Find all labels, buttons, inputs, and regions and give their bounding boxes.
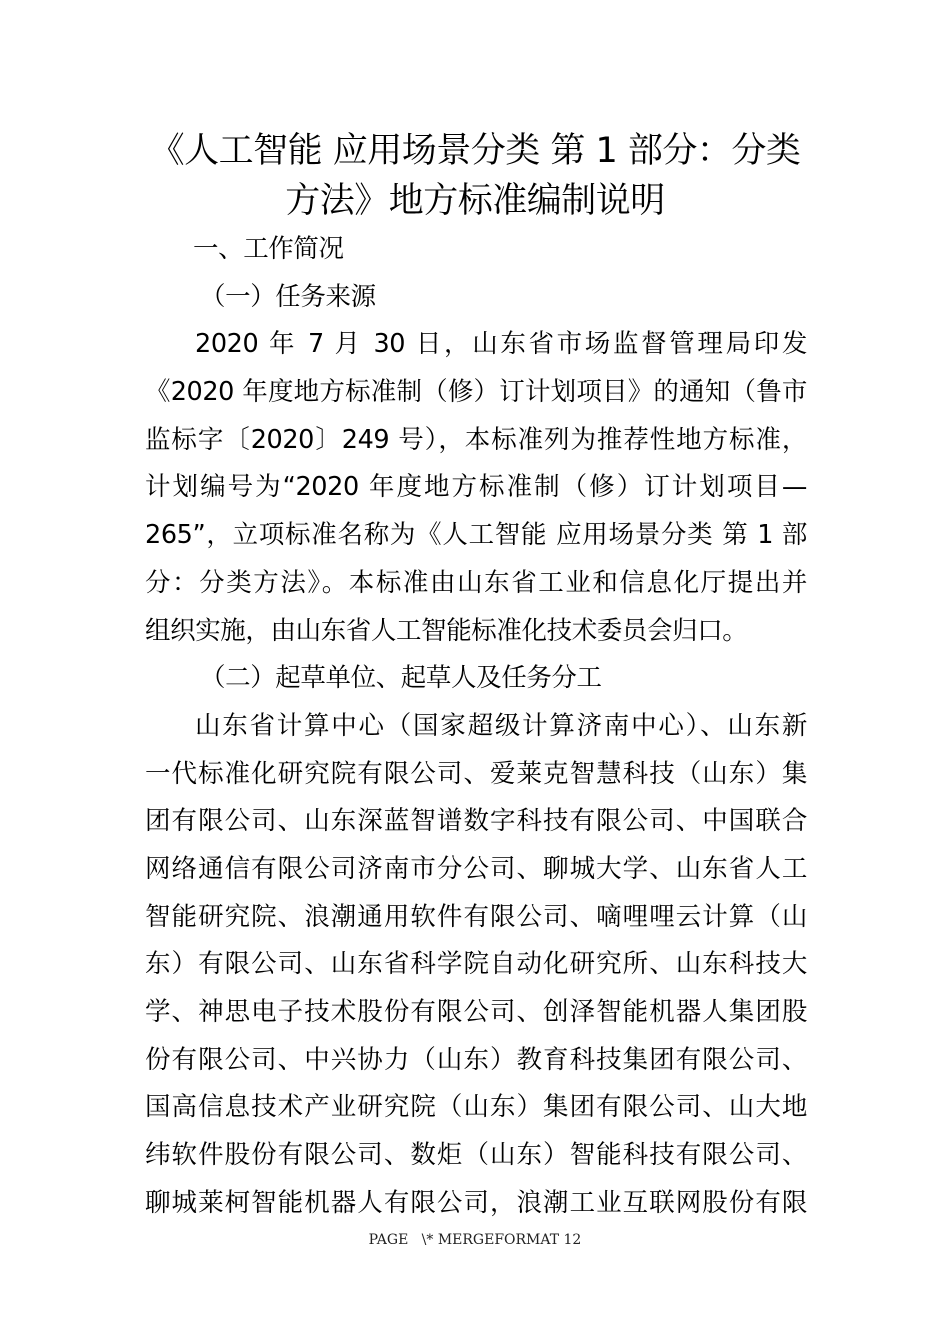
document-title — [145, 126, 805, 226]
paragraph-line: 一代标准化研究院有限公司、爱莱克智慧科技（山东）集 — [145, 759, 807, 789]
subsection-heading-drafting-units: （二）起草单位、起草人及任务分工 — [200, 663, 602, 693]
title-line-2: 方法》地方标准编制说明 — [285, 181, 665, 221]
paragraph-line: 纬软件股份有限公司、数炬（山东）智能科技有限公司、 — [145, 1140, 807, 1170]
paragraph-line: 聊城莱柯智能机器人有限公司，浪潮工业互联网股份有限 — [145, 1188, 807, 1218]
paragraph-line: 组织实施，由山东省人工智能标准化技术委员会归口。 — [145, 616, 748, 646]
paragraph-line: 国高信息技术产业研究院（山东）集团有限公司、山大地 — [145, 1092, 807, 1122]
paragraph-line: 山东省计算中心（国家超级计算济南中心）、山东新 — [195, 711, 807, 741]
paragraph-line: 计划编号为“2020 年度地方标准制（修）订计划项目— — [145, 472, 807, 502]
paragraph-line: 份有限公司、中兴协力（山东）教育科技集团有限公司、 — [145, 1045, 807, 1075]
paragraph-line: 东）有限公司、山东省科学院自动化研究所、山东科技大 — [145, 949, 807, 979]
paragraph-line: 学、神思电子技术股份有限公司、创泽智能机器人集团股 — [145, 997, 807, 1027]
paragraph-line: 智能研究院、浪潮通用软件有限公司、嘀哩哩云计算（山 — [145, 902, 807, 932]
section-heading-work-overview: 一、工作简况 — [193, 234, 344, 264]
paragraph-line: 《2020 年度地方标准制（修）订计划项目》的通知（鲁市 — [145, 377, 807, 407]
paragraph-line: 265”，立项标准名称为《人工智能 应用场景分类 第 1 部 — [145, 520, 807, 550]
paragraph-line: 2020 年 7 月 30 日，山东省市场监督管理局印发 — [195, 329, 807, 359]
title-line-1: 《人工智能 应用场景分类 第 1 部分：分类 — [149, 131, 801, 171]
paragraph-line: 监标字〔2020〕249 号），本标准列为推荐性地方标准， — [145, 425, 807, 455]
page-number-footer: PAGE \* MERGEFORMAT 12 — [368, 1232, 582, 1248]
subsection-heading-task-source: （一）任务来源 — [200, 282, 376, 312]
paragraph-line: 团有限公司、山东深蓝智谱数字科技有限公司、中国联合 — [145, 806, 807, 836]
paragraph-line: 分：分类方法》。本标准由山东省工业和信息化厅提出并 — [145, 568, 807, 598]
paragraph-line: 网络通信有限公司济南市分公司、聊城大学、山东省人工 — [145, 854, 807, 884]
